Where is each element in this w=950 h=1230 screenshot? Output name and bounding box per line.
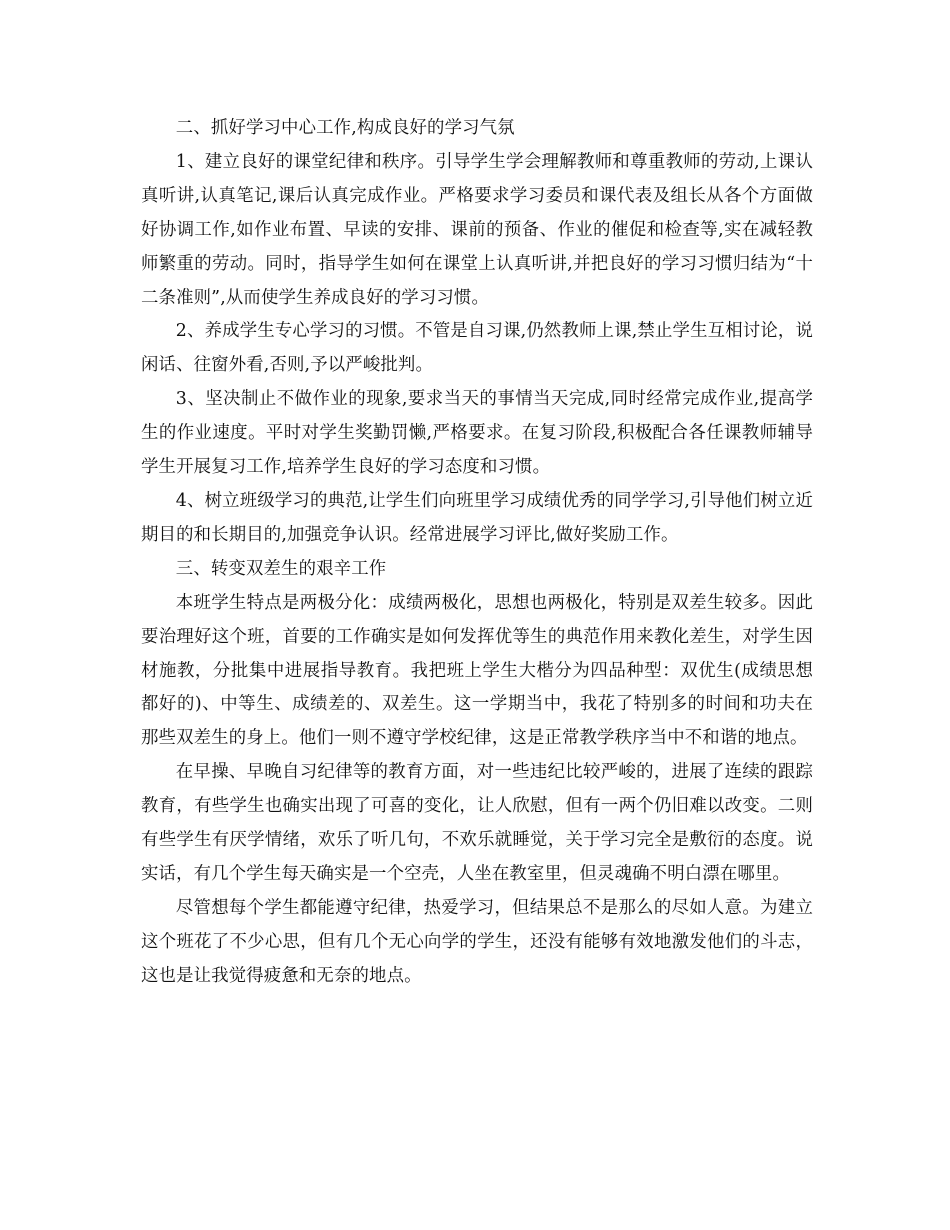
paragraph-item-3: 3、坚决制止不做作业的现象,要求当天的事情当天完成,同时经常完成作业,提高学生的作业速度。平时对学生奖勤罚懒,严格要求。在复习阶段,积极配合各任课教师辅导学生开展复习工作,培养学生良好的学习态度和习惯。 [141, 389, 813, 478]
paragraph-discipline-education: 在早操、早晚自习纪律等的教育方面，对一些违纪比较严峻的，进展了连续的跟踪教育，有些学生也确实出现了可喜的变化，让人欣慰，但有一两个仍旧难以改变。二则有些学生有厌学情绪，欢乐了听几句，不欢乐就睡觉，关于学习完全是敷衍的态度。说实话，有几个学生每天确实是一个空壳，人坐在教室里，但灵魂确不明白漂在哪里。 [141, 762, 813, 884]
section-heading-2: 二、抓好学习中心工作,构成良好的学习气氛 [175, 118, 515, 138]
paragraph-item-1: 1、建立良好的课堂纪律和秩序。引导学生学会理解教师和尊重教师的劳动,上课认真听讲,认真笔记,课后认真完成作业。严格要求学习委员和课代表及组长从各个方面做好协调工作,如作业布置、早读的安排、课前的预备、作业的催促和检查等,实在减轻教师繁重的劳动。同时，指导学生如何在课堂上认真听讲,并把良好的学习习惯归结为“十二条准则”,从而使学生养成良好的学习习惯。 [141, 151, 813, 308]
paragraph-reflection: 尽管想每个学生都能遵守纪律，热爱学习，但结果总不是那么的尽如人意。为建立这个班花了不少心思，但有几个无心向学的学生，还没有能够有效地激发他们的斗志，这也是让我觉得疲惫和无奈的地点。 [141, 897, 813, 986]
paragraph-class-characteristics: 本班学生特点是两极分化：成绩两极化，思想也两极化，特别是双差生较多。因此要治理好这个班，首要的工作确实是如何发挥优等生的典范作用来教化差生，对学生因材施教，分批集中进展指导教育。我把班上学生大楷分为四品种型：双优生(成绩思想都好的)、中等生、成绩差的、双差生。这一学期当中，我花了特别多的时间和功夫在那些双差生的身上。他们一则不遵守学校纪律，这是正常教学秩序当中不和谐的地点。 [141, 592, 813, 749]
paragraph-item-4: 4、树立班级学习的典范,让学生们向班里学习成绩优秀的同学学习,引导他们树立近期目的和长期目的,加强竞争认识。经常进展学习评比,做好奖励工作。 [141, 490, 813, 545]
document-body [141, 112, 813, 994]
paragraph-item-2: 2、养成学生专心学习的习惯。不管是自习课,仍然教师上课,禁止学生互相讨论，说闲话、往窗外看,否则,予以严峻批判。 [141, 321, 813, 376]
section-heading-3: 三、转变双差生的艰辛工作 [175, 558, 387, 579]
